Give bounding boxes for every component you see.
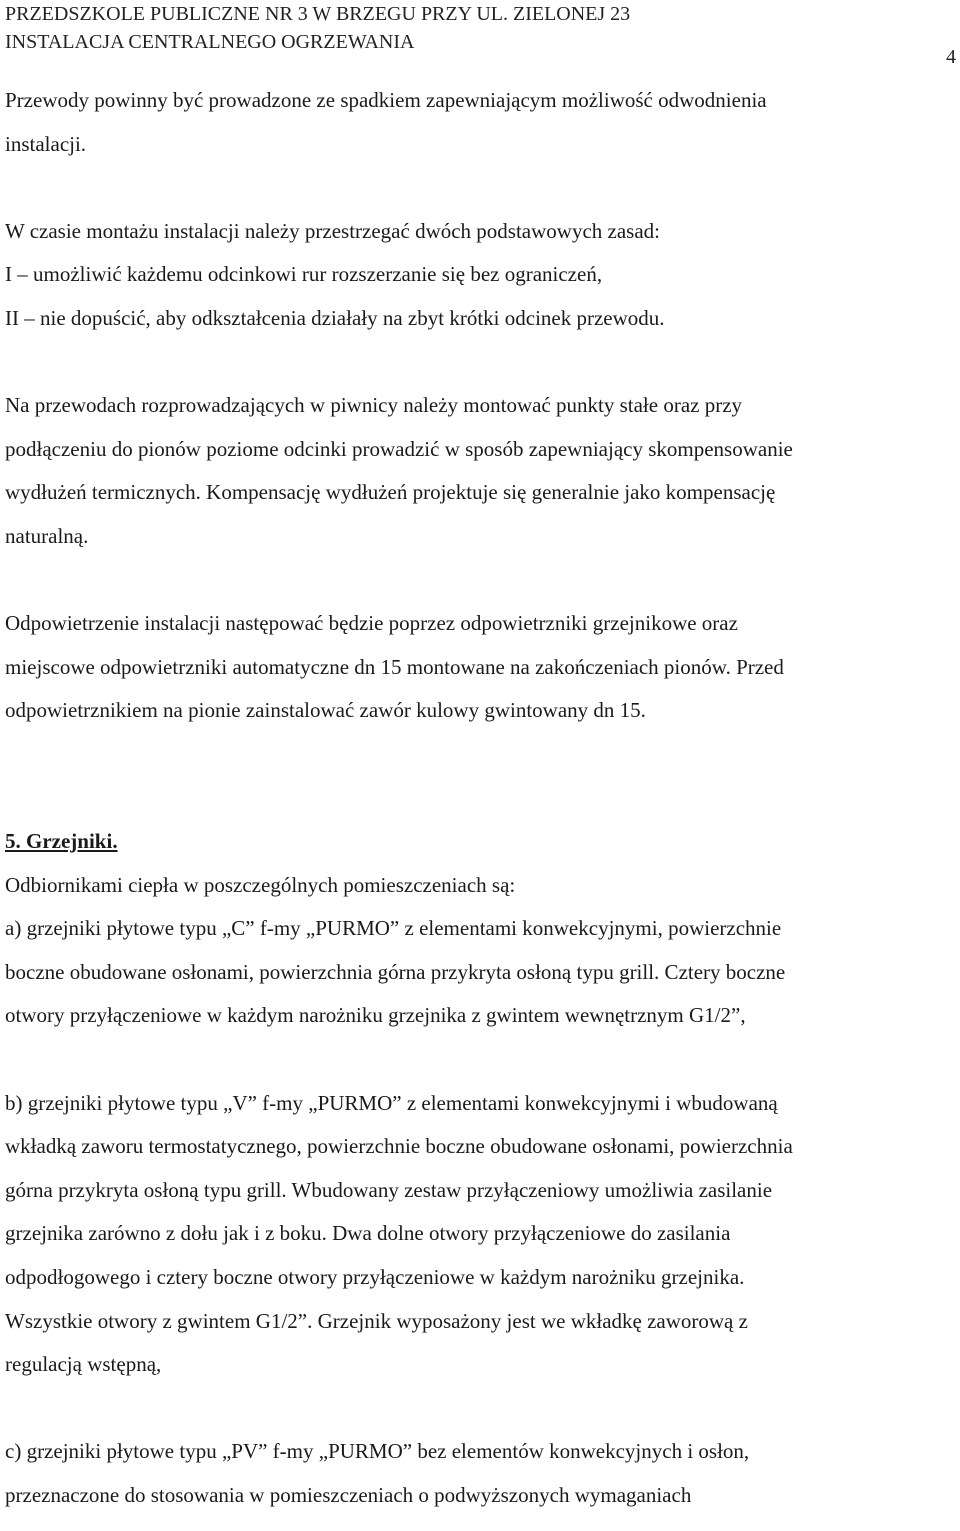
list-item-line: grzejnika zarówno z dołu jak i z boku. Dwa dolne otwory przyłączeniowe do zasilania xyxy=(5,1221,731,1246)
list-item-line: górna przykryta osłoną typu grill. Wbudowany zestaw przyłączeniowy umożliwia zasilanie xyxy=(5,1177,773,1202)
list-item-line: a) grzejniki płytowe typu „C” f-my „PURMO” z elementami konwekcyjnymi, powierzchnie xyxy=(5,916,782,941)
list-item-line: odpodłogowego i cztery boczne otwory przyłączeniowe w każdym narożniku grzejnika. xyxy=(5,1265,745,1290)
paragraph-line: II – nie dopuścić, aby odkształcenia działały na zbyt krótki odcinek przewodu. xyxy=(5,305,665,330)
paragraph-line: Odbiornikami ciepła w poszczególnych pomieszczeniach są: xyxy=(5,872,516,897)
list-item-line: wkładką zaworu termostatycznego, powierzchnie boczne obudowane osłonami, powierzchnia xyxy=(5,1134,793,1159)
list-item-line: Wszystkie otwory z gwintem G1/2”. Grzejnik wyposażony jest we wkładkę zaworową z xyxy=(5,1308,748,1333)
section-heading: 5. Grzejniki. xyxy=(5,829,118,854)
list-item-line: boczne obudowane osłonami, powierzchnia górna przykryta osłoną typu grill. Cztery boczne xyxy=(5,959,786,984)
document-body xyxy=(5,79,955,1518)
paragraph-line: naturalną. xyxy=(5,523,89,548)
list-item-line: przeznaczone do stosowania w pomieszczeniach o podwyższonych wymaganiach xyxy=(5,1483,692,1507)
paragraph-line: podłączeniu do pionów poziome odcinki prowadzić w sposób zapewniający skompensowanie xyxy=(5,436,793,461)
paragraph-line: miejscowe odpowietrzniki automatyczne dn 15 montowane na zakończeniach pionów. Przed xyxy=(5,654,784,679)
header-installation-title: INSTALACJA CENTRALNEGO OGRZEWANIA xyxy=(5,31,415,53)
paragraph-line: Przewody powinny być prowadzone ze spadkiem zapewniającym możliwość odwodnienia xyxy=(5,88,767,112)
paragraph-line: Na przewodach rozprowadzających w piwnicy należy montować punkty stałe oraz przy xyxy=(5,393,743,418)
header-school-name: PRZEDSZKOLE PUBLICZNE NR 3 W BRZEGU PRZY UL. ZIELONEJ 23 xyxy=(5,3,631,25)
list-item-line: otwory przyłączeniowe w każdym narożniku grzejnika z gwintem wewnętrznym G1/2”, xyxy=(5,1003,746,1028)
list-item-line: regulacją wstępną, xyxy=(5,1352,162,1377)
paragraph-line: wydłużeń termicznych. Kompensację wydłużeń projektuje się generalnie jako kompensację xyxy=(5,480,776,505)
paragraph-line: odpowietrznikiem na pionie zainstalować zawór kulowy gwintowany dn 15. xyxy=(5,698,646,723)
paragraph-line: instalacji. xyxy=(5,131,87,156)
paragraph-line: Odpowietrzenie instalacji następować będzie poprzez odpowietrzniki grzejnikowe oraz xyxy=(5,611,738,636)
paragraph-line: I – umożliwić każdemu odcinkowi rur rozszerzanie się bez ograniczeń, xyxy=(5,262,603,287)
list-item-line: c) grzejniki płytowe typu „PV” f-my „PURMO” bez elementów konwekcyjnych i osłon, xyxy=(5,1439,750,1464)
document-header xyxy=(5,0,630,56)
list-item-line: b) grzejniki płytowe typu „V” f-my „PURMO” z elementami konwekcyjnymi i wbudowaną xyxy=(5,1090,778,1115)
page-number: 4 xyxy=(946,46,956,68)
paragraph-line: W czasie montażu instalacji należy przestrzegać dwóch podstawowych zasad: xyxy=(5,218,660,243)
